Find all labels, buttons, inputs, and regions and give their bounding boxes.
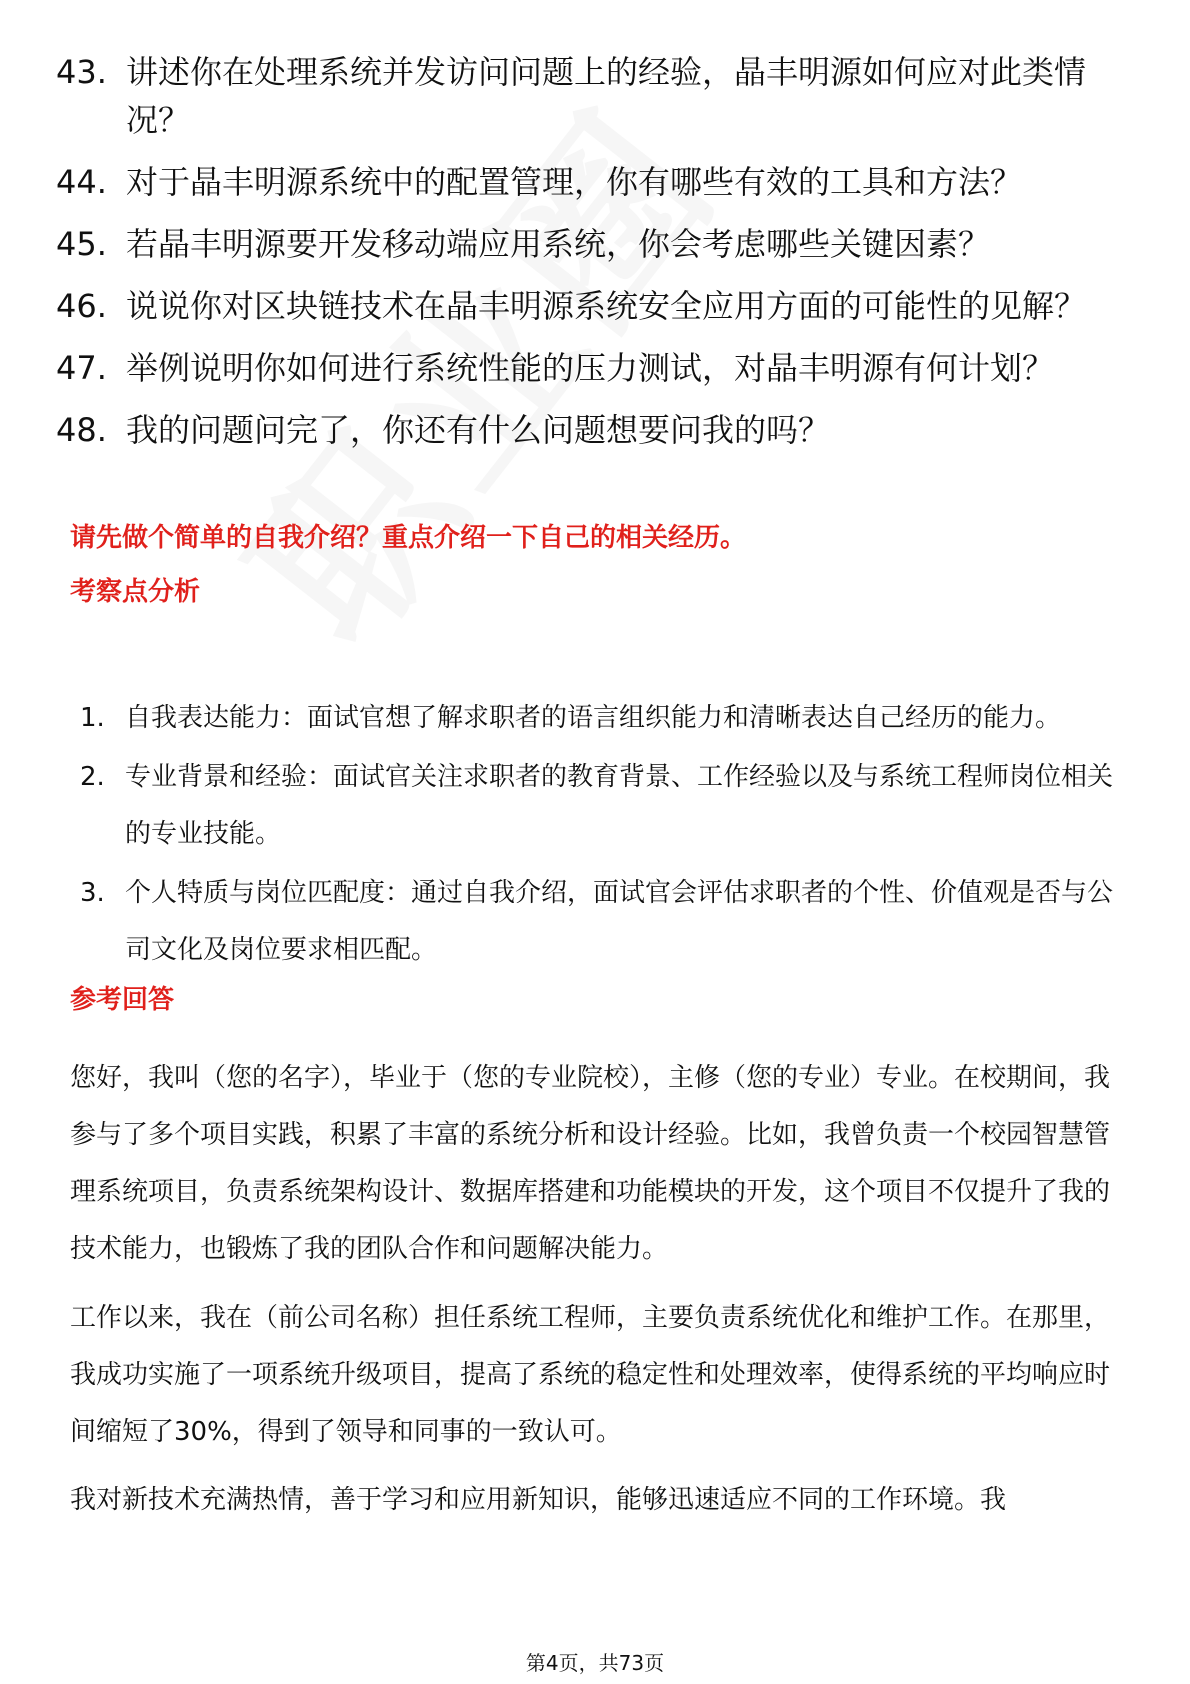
analysis-heading: 考察点分析 [70, 577, 201, 607]
question-text: 若晶丰明源要开发移动端应用系统，你会考虑哪些关键因素？ [126, 225, 991, 263]
question-item [56, 406, 1116, 454]
question-text: 讲述你在处理系统并发访问问题上的经验，晶丰明源如何应对此类情况？ [126, 53, 1087, 139]
question-number: 44. [56, 163, 107, 201]
question-number: 45. [56, 225, 107, 263]
answer-paragraph: 我对新技术充满热情，善于学习和应用新知识，能够迅速适应不同的工作环境。我 [70, 1485, 1007, 1515]
question-item [56, 48, 1116, 144]
point-number: 1. [80, 703, 105, 733]
question-text: 对于晶丰明源系统中的配置管理，你有哪些有效的工具和方法？ [126, 163, 1023, 201]
point-text: 个人特质与岗位匹配度：通过自我介绍，面试官会评估求职者的个性、价值观是否与公司文化及岗位要求相匹配。 [125, 878, 1114, 965]
answer-paragraph: 您好，我叫（您的名字），毕业于（您的专业院校），主修（您的专业）专业。在校期间，我参与了多个项目实践，积累了丰富的系统分析和设计经验。比如，我曾负责一个校园智慧管理系统项目，负责系统架构设计、数据库搭建和功能模块的开发，这个项目不仅提升了我的技术能力，也锻炼了我的团队合作和问题解决能力。 [70, 1063, 1111, 1264]
analysis-point [80, 865, 1120, 979]
question-item [56, 220, 1116, 268]
page-footer: 第4页，共73页 [525, 1651, 665, 1675]
point-number: 2. [80, 762, 105, 792]
question-text: 我的问题问完了，你还有什么问题想要问我的吗？ [126, 411, 831, 449]
point-text: 专业背景和经验：面试官关注求职者的教育背景、工作经验以及与系统工程师岗位相关的专业技能。 [125, 762, 1114, 849]
analysis-point [80, 690, 1120, 747]
question-item [56, 344, 1116, 392]
point-text: 自我表达能力：面试官想了解求职者的语言组织能力和清晰表达自己经历的能力。 [125, 703, 1062, 733]
question-text: 说说你对区块链技术在晶丰明源系统安全应用方面的可能性的见解？ [126, 287, 1087, 325]
question-item [56, 158, 1116, 206]
interview-question-heading: 请先做个简单的自我介绍？重点介绍一下自己的相关经历。 [70, 523, 747, 553]
question-text: 举例说明你如何进行系统性能的压力测试，对晶丰明源有何计划？ [126, 349, 1055, 387]
question-number: 48. [56, 411, 107, 449]
analysis-points [80, 690, 1120, 981]
question-number: 43. [56, 53, 107, 91]
question-number: 47. [56, 349, 107, 387]
question-item [56, 282, 1116, 330]
question-number: 46. [56, 287, 107, 325]
answer-heading: 参考回答 [70, 985, 175, 1015]
answer-paragraph: 工作以来，我在（前公司名称）担任系统工程师，主要负责系统优化和维护工作。在那里，我成功实施了一项系统升级项目，提高了系统的稳定性和处理效率，使得系统的平均响应时间缩短了30%，得到了领导和同事的一致认可。 [70, 1303, 1111, 1447]
analysis-point [80, 749, 1120, 863]
point-number: 3. [80, 878, 105, 908]
question-list [56, 48, 1116, 468]
